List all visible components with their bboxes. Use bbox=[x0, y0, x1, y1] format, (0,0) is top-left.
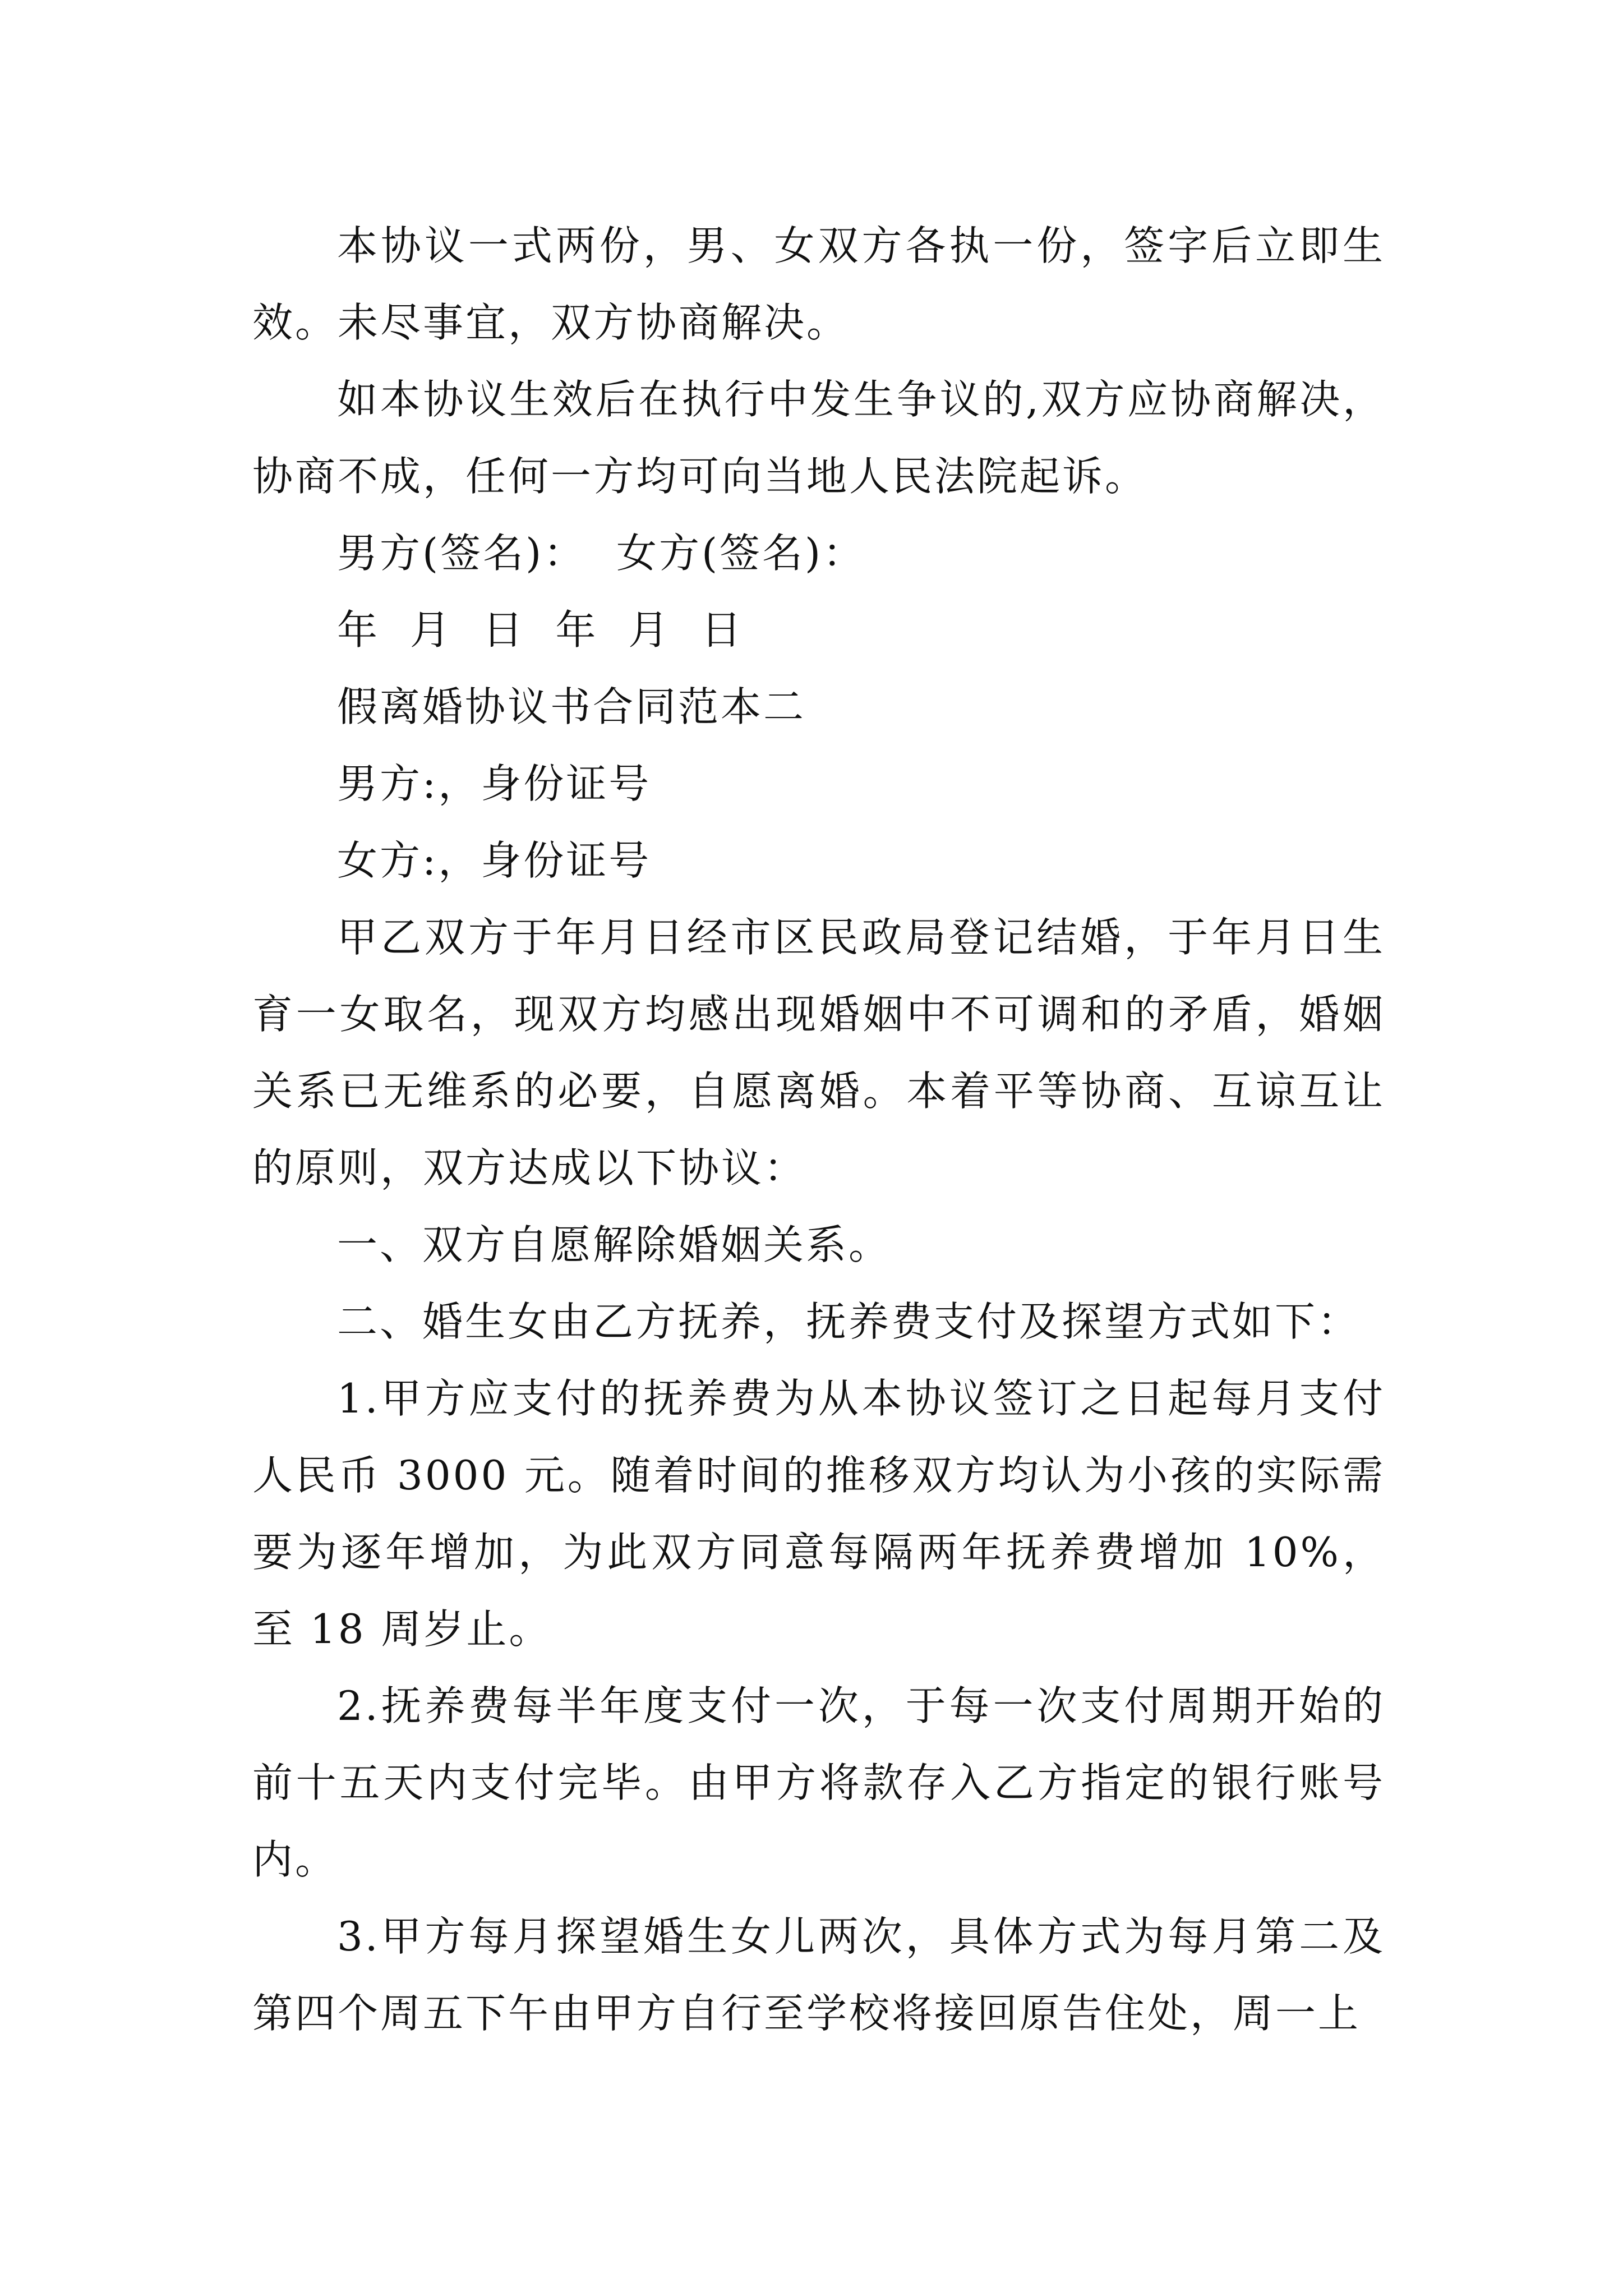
date-line: 年 月 日 年 月 日 bbox=[337, 606, 744, 654]
document-body bbox=[252, 208, 1385, 2052]
paragraph-copies-effective: 本协议一式两份，男、女双方各执一份，签字后立即生效。未尽事宜，双方协商解决。 bbox=[252, 222, 1385, 346]
paragraph-dispute-resolution: 如本协议生效后在执行中发生争议的,双方应协商解决，协商不成，任何一方均可向当地人民法院起诉。 bbox=[252, 376, 1385, 500]
signature-line: 男方(签名)： 女方(签名)： bbox=[337, 530, 866, 577]
male-party-line: 男方:，身份证号 bbox=[337, 760, 652, 807]
clause-one: 一、双方自愿解除婚姻关系。 bbox=[337, 1221, 892, 1268]
clause-two-item-3: 3.甲方每月探望婚生女儿两次，具体方式为每月第二及第四个周五下午由甲方自行至学校将接回原告住处，周一上 bbox=[252, 1913, 1385, 2037]
clause-two-item-1: 1.甲方应支付的抚养费为从本协议签订之日起每月支付人民币 3000 元。随着时间的推移双方均认为小孩的实际需要为逐年增加，为此双方同意每隔两年抚养费增加 10%，至 18 周岁止。 bbox=[252, 1375, 1385, 1653]
clause-two: 二、婚生女由乙方抚养，抚养费支付及探望方式如下： bbox=[337, 1298, 1361, 1345]
section-heading: 假离婚协议书合同范本二 bbox=[337, 683, 806, 730]
clause-two-item-2: 2.抚养费每半年度支付一次，于每一次支付周期开始的前十五天内支付完毕。由甲方将款存入乙方指定的银行账号内。 bbox=[252, 1682, 1385, 1883]
female-party-line: 女方:，身份证号 bbox=[337, 837, 652, 884]
paragraph-background: 甲乙双方于年月日经市区民政局登记结婚，于年月日生育一女取名，现双方均感出现婚姻中不可调和的矛盾，婚姻关系已无维系的必要，自愿离婚。本着平等协商、互谅互让的原则，双方达成以下协议： bbox=[252, 914, 1385, 1191]
